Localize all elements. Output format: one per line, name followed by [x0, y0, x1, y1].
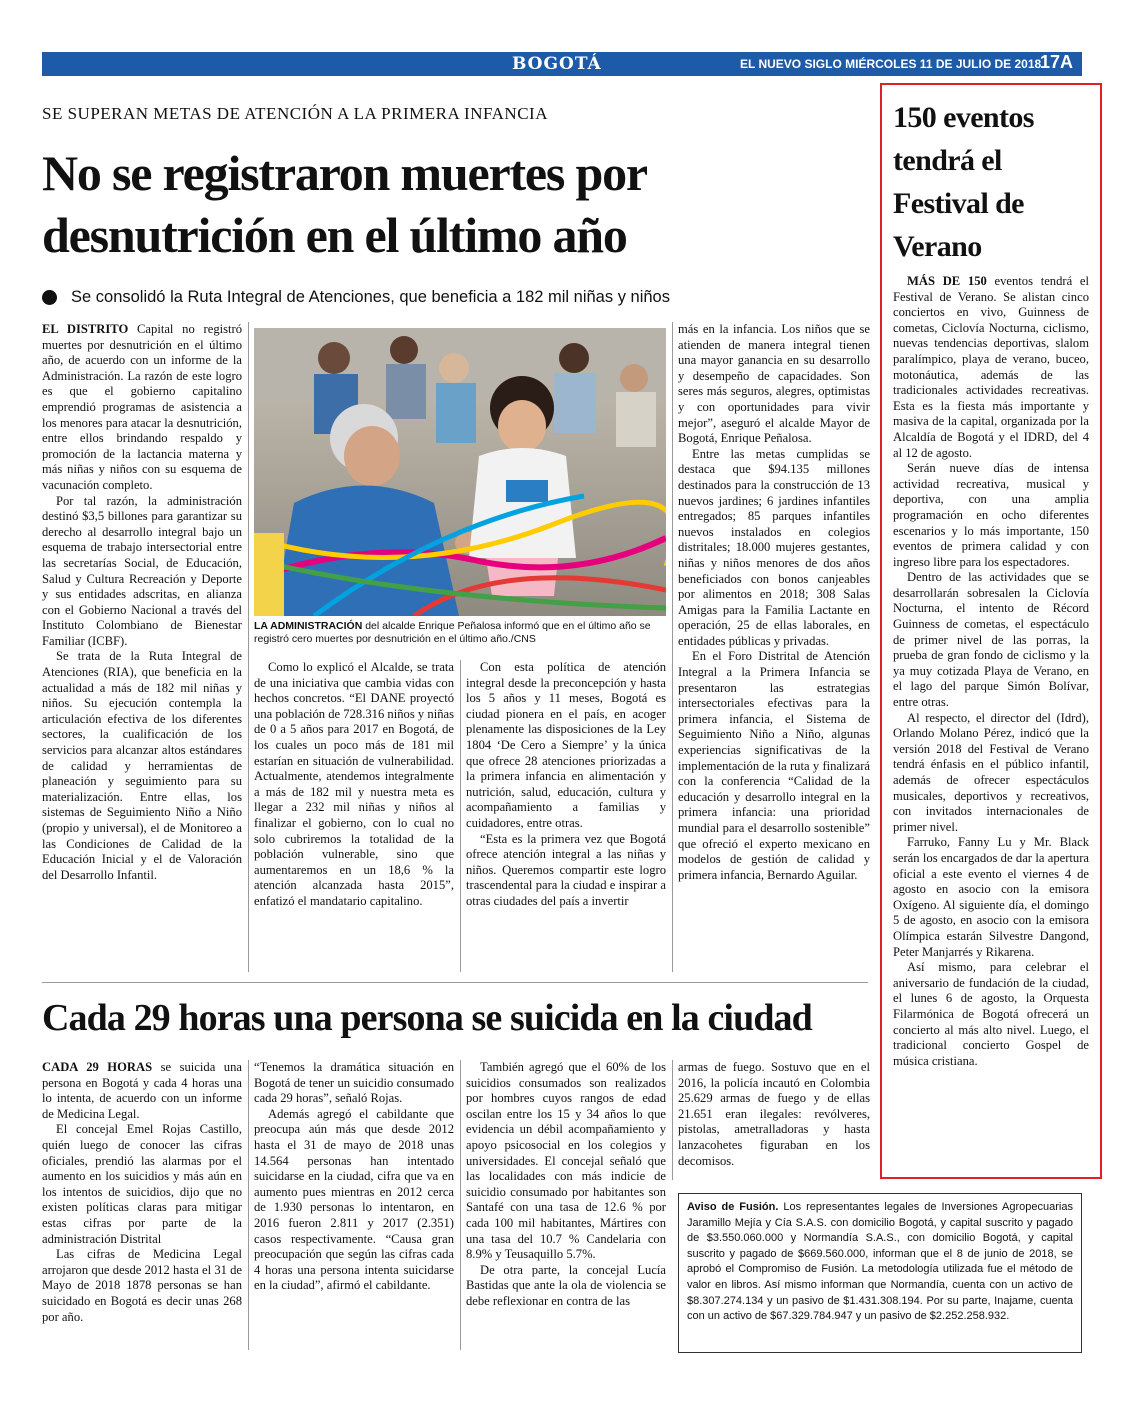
column-divider [248, 1060, 249, 1350]
sidebar-headline: 150 eventos tendrá el Festival de Verano [893, 101, 1034, 263]
bullet-icon [42, 290, 57, 305]
paragraph-text: Capital no registró muertes por desnutrición en el último año, de acuerdo con un informe de la Administración. La razón de este logro es que el gobierno capitalino emprendió programas de asistencia a los menores para atacar la desnutrición, entre ellos brindando respaldo y promoción de la lactancia materna y más niñas y niños con su esquema de vacunación completo. [42, 322, 243, 492]
article-summary [42, 288, 862, 307]
paragraph: Además agregó el cabildante que preocupa aún más que desde 2012 hasta el 31 de mayo de 2018 unas 14.564 personas han intentado suicidarse en la ciudad, cifra que va en aumento pues mientras en 2012 cerca de 1.930 personas lo intentaron, en 2016 fueron 2.811 y 2017 (2.351) casos respectivamente. “Causa gran preocupación que según las cifras cada 4 horas una persona intenta suicidarse en la ciudad”, afirmó el cabildante. [254, 1106, 454, 1293]
column-divider [248, 322, 249, 972]
caption-text: del alcalde Enrique Peñalosa informó que en el último año se registró cero muertes por desnutrición en el último año./CNS [254, 620, 651, 645]
photo-caption [254, 620, 666, 646]
article-headline: No se registraron muertes por desnutrición en el último año [42, 145, 646, 263]
paragraph: Al respecto, el director del (Idrd), Orlando Molano Pérez, indicó que la versión 2018 del Festival de Verano tendrá énfasis en el público infantil, además de ofrecer espectáculos musicales, deportivos y recreativos, con invitados internacionales de primer nivel. [893, 710, 1089, 834]
article2-headline: Cada 29 horas una persona se suicida en la ciudad [42, 997, 812, 1039]
photo-illustration [254, 328, 666, 616]
article-separator [42, 982, 868, 983]
paragraph [893, 274, 1089, 461]
paragraph: armas de fuego. Sostuvo que en el 2016, la policía incautó en Colombia 25.629 armas de fuego y de ellas 21.651 eran ilegales: revólveres, pistolas, ametralladoras y hasta lanzacohetes figuraban en los decomisos. [678, 1060, 870, 1168]
paragraph: También agregó que el 60% de los suicidios consumados son realizados por hombres cuyos rangos de edad oscilan entre los 15 y 34 años lo que evidencia un débil acompañamiento y apoyo psicosocial en los colegios y universidades. El concejal señaló que las localidades con más indicie de suicidio consumado por habitantes son Santafé con una tasa de 12.6 % por cada 100 mil habitantes, Mártires con una tasa del 10.7 % Candelaria con 8.9% y Teusaquillo 5.7%. [466, 1060, 666, 1262]
paragraph: Por tal razón, la administración destinó $3,5 billones para garantizar su derecho al desarrollo integral bajo un esquema de trabajo intersectorial entre las secretarías Social, de Educación, Salud y Cultura Recreación y Deporte y sus entidades adscritas, en alianza con el Gobierno Nacional a través del Instituto Colombiano de Bienestar Familiar (ICBF). [42, 493, 242, 648]
paragraph: Entre las metas cumplidas se destaca que $94.135 millones destinados para la construcción de 13 nuevos jardines; 6 jardines infantiles entregados; 85 parques infantiles nuevos instalados en colegios distritales; 18.000 mujeres gestantes, niñas y niños menores de dos años beneficiados con bonos canjeables por alimentos en 2018; 308 Salas Amigas para la Familia Lactante en operación, 25 de ellas laborales, en entidades públicas y privadas. [678, 446, 870, 648]
paragraph: más en la infancia. Los niños que se atienden de manera integral tienen una mayor ganancia en su desarrollo y desempeño de capacidades. Son seres más seguros, alegres, optimistas y con oportunidades para vivir mejor”, aseguró el alcalde Mayor de Bogotá, Enrique Peñalosa. [678, 322, 870, 446]
paragraph-lead: EL DISTRITO [42, 322, 129, 336]
paragraph: Serán nueve días de intensa actividad recreativa, musical y deportiva, con una amplia programación en ocho diferentes escenarios y lo más importante, 150 eventos de primera calidad y con ingreso libre para los espectadores. [893, 461, 1089, 569]
column-divider [460, 660, 461, 972]
caption-lead: LA ADMINISTRACIÓN [254, 620, 363, 632]
paragraph [42, 322, 242, 494]
article2-column-3 [466, 1060, 666, 1310]
paragraph-text: se suicida una persona en Bogotá y cada 4 horas una lo intenta, de acuerdo con un informe de Medicina Legal. [42, 1060, 242, 1121]
article2-column-4 [678, 1060, 870, 1169]
paragraph: “Tenemos la dramática situación en Bogotá de tener un suicidio consumado cada 29 horas”, señaló Rojas. [254, 1060, 454, 1106]
section-name: BOGOTÁ [512, 54, 602, 74]
paragraph-lead: CADA 29 HORAS [42, 1060, 153, 1074]
column-divider [672, 1060, 673, 1180]
news-photo [254, 328, 666, 616]
article2-column-1 [42, 1060, 242, 1325]
paragraph: “Esta es la primera vez que Bogotá ofrece atención integral a las niñas y niños. Queremos compartir este logro trascendental para la ciudad e inspirar a otras ciudades del país a invertir [466, 831, 666, 908]
legal-notice [678, 1193, 1082, 1353]
paragraph: El concejal Emel Rojas Castillo, quién luego de conocer las cifras oficiales, prendió las alarmas por el aumento en los suicidios y más aún en los intentos de suicidios, dijo que no existen políticas claras para mitigar estas cifras por parte de la administración Distrital [42, 1122, 242, 1246]
paragraph [42, 1060, 242, 1122]
paragraph: Farruko, Fanny Lu y Mr. Black serán los encargados de dar la apertura oficial a este evento el viernes 4 de agosto en asocio con la emisora Oxígeno. Al siguiente día, el domingo 5 de agosto, en asocio con la emisora Olímpica estarán Silvestre Dangond, Peter Manjarrés y Rikarena. [893, 835, 1089, 959]
paragraph-lead: MÁS DE 150 [907, 274, 987, 288]
paragraph: Con esta política de atención integral desde la preconcepción y hasta los 5 años y 11 meses, Bogotá es ciudad pionera en el país, en acoger plenamente las disposiciones de la Ley 1804 ‘De Cero a Siempre’ y la única que ofrece 28 atenciones priorizadas a la primera infancia en alimentación y nutrición, salud, educación, cultura y acompañamiento a familias y cuidadores, entre otras. [466, 660, 666, 830]
article1-column-3 [466, 660, 666, 910]
article-kicker: SE SUPERAN METAS DE ATENCIÓN A LA PRIMERA INFANCIA [42, 104, 548, 123]
page-number: 17A [1040, 52, 1074, 72]
date-line: EL NUEVO SIGLO MIÉRCOLES 11 DE JULIO DE 2018 [740, 57, 1042, 71]
summary-text: Se consolidó la Ruta Integral de Atenciones, que beneficia a 182 mil niñas y niños [71, 288, 670, 306]
paragraph: Como lo explicó el Alcalde, se trata de una iniciativa que cambia vidas con hechos concretos. “El DANE proyectó una población de 728.316 niños y niñas de 0 a 5 años para 2017 en Bogotá, de los cuales un poco más de 181 mil estarían en situación de vulnerabilidad. Actualmente, atendemos integralmente a más de 182 mil y nuestra meta es llegar a 232 mil niñas y niños al finalizar el gobierno, con lo cual no solo cubriremos la totalidad de la población vulnerable, sino que aumentaremos en un 18,6 % la atención alcanzada hasta 2015”, enfatizó el mandatario capitalino. [254, 660, 454, 908]
paragraph: De otra parte, la concejal Lucía Bastidas que ante la ola de violencia se debe reflexionar en contra de las [466, 1262, 666, 1308]
paragraph: Se trata de la Ruta Integral de Atenciones (RIA), que beneficia en la actualidad a más de 182 mil niñas y niños. Su ejecución contempla la articulación efectiva de los diferentes sectores, la cualificación de los servicios para alcanzar altos estándares de calidad y herramientas de planeación y seguimiento para su materialización. Entre ellas, los sistemas de Seguimiento Niño a Niño (propio y universal), el de Monitoreo a las Condiciones de Calidad de la Educación Inicial y el de Valoración del Desarrollo Infantil. [42, 649, 242, 882]
notice-text: Los representantes legales de Inversiones Agropecuarias Jaramillo Mejía y Cía S.A.S. con domicilio Bogotá, y capital suscrito y pagado de $3.550.060.000 y Normandía S.A.S., con domicilio Bogotá, y capital suscrito y pagado de $669.560.000, informan que el 8 de junio de 2018, se aprobó el Compromiso de Fusión. La metodología utilizada fue el método de valor en libros. Así mismo informan que Normandía, cuenta con un activo de $8.307.274.134 y un pasivo de $1.431.308.194. Por su parte, Inajame, cuenta con un activo de $67.329.784.947 y un pasivo de $2.252.258.932. [687, 1201, 1073, 1323]
notice-lead: Aviso de Fusión. [687, 1201, 779, 1213]
article1-column-1 [42, 322, 242, 883]
paragraph: Dentro de las actividades que se desarrollarán sobresalen la Ciclovía Nocturna, el intento de Récord Guinness de cometas, el espectáculo de primer nivel de las porras, la prueba de gran fondo de ciclismo y la ya muy cotizada Playa de Verano, en el lago del parque Simón Bolívar, entre otras. [893, 570, 1089, 710]
sidebar-body [893, 274, 1089, 1069]
paragraph: En el Foro Distrital de Atención Integral a la Primera Infancia se presentaron las estrategias intersectoriales efectivas para la primera infancia, el Sistema de Seguimiento Niño a Niño, algunas experiencias significativas de la implementación de la ruta y finalizará con la conferencia “Calidad de la educación y desarrollo integral en la primera infancia: una prioridad mundial para el desarrollo sostenible” que ofreció el experto mexicano en modelos de gestión de calidad y primera infancia, Bernardo Aguilar. [678, 649, 870, 882]
paragraph: Las cifras de Medicina Legal arrojaron que desde 2012 hasta el 31 de Mayo de 2018 1878 personas se han suicidado en Bogotá es decir unas 268 por año. [42, 1247, 242, 1324]
column-divider [460, 1060, 461, 1350]
article1-column-2 [254, 660, 454, 910]
article1-column-4 [678, 322, 870, 883]
paragraph: Así mismo, para celebrar el aniversario de fundación de la ciudad, el lunes 6 de agosto, la Orquesta Filarmónica de Bogotá ofrecerá un concierto al más alto nivel. Luego, el tradicional concierto Gospel de música cristiana. [893, 960, 1089, 1068]
column-divider [672, 322, 673, 972]
article2-column-2 [254, 1060, 454, 1294]
paragraph-text: eventos tendrá el Festival de Verano. Se alistan cinco conciertos en vivo, Guinness de cometas, Ciclovía Nocturna, ciclismo, nuevas tendencias deportivas, slalom paralímpico, playa de verano, buceo, motonáutica, además de las tradicionales actividades recreativas. Esta es la fiesta más importante y masiva de la capital, organizada por la Alcaldía de Bogotá y el IDRD, del 4 al 12 de agosto. [893, 274, 1089, 460]
